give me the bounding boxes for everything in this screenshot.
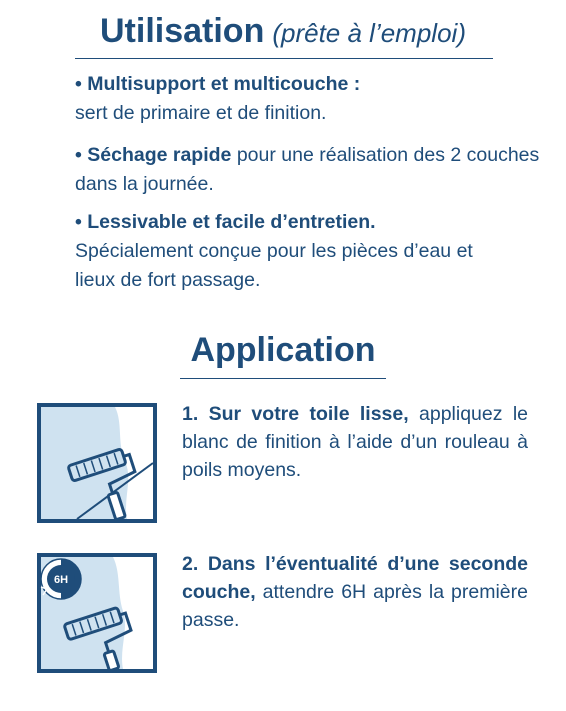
application-step-text: appliquez le blanc de finition à l’aide d’un rouleau à poils moyens.: [182, 403, 528, 481]
feature-bullet: • Multisupport et multicouche : sert de primaire et de finition.: [75, 73, 361, 124]
clock-6h-icon: [41, 559, 81, 599]
paint-roller-clock-icon: [37, 553, 157, 673]
feature-bullet: • Séchage rapide pour une réalisation des 2 couches dans la journée.: [75, 144, 540, 195]
application-step: [182, 550, 528, 634]
utilisation-title: Utilisation: [100, 12, 265, 50]
application-step-bold: 1. Sur votre toile lisse,: [182, 403, 409, 425]
feature-bullet-text: Spécialement conçue pour les pièces d’eau et lieux de fort passage.: [75, 240, 473, 291]
feature-bullet-bold: Multisupport et multicouche :: [87, 73, 361, 95]
feature-bullet: • Lessivable et facile d’entretien. Spécialement conçue pour les pièces d’eau et lieux de fort passage.: [75, 211, 473, 291]
paint-roller-icon: [37, 403, 157, 523]
application-step-bold: 2. Dans l’éventualité d’une seconde couche,: [182, 553, 528, 603]
application-divider: [180, 378, 386, 379]
application-step-text: attendre 6H après la première passe.: [182, 581, 528, 631]
feature-bullet-bold: Séchage rapide: [87, 144, 232, 166]
utilisation-subtitle: (prête à l’emploi): [272, 18, 466, 48]
application-title: Application: [190, 331, 376, 369]
application-step: [182, 400, 528, 484]
feature-bullet-bold: Lessivable et facile d’entretien.: [87, 211, 376, 233]
utilisation-divider: [75, 58, 493, 59]
clock-badge-label: 6H: [53, 574, 69, 586]
utilisation-heading: [0, 12, 566, 51]
feature-bullet-text: sert de primaire et de finition.: [75, 102, 327, 124]
feature-bullet-text: pour une réalisation des 2 couches dans la journée.: [75, 144, 540, 195]
